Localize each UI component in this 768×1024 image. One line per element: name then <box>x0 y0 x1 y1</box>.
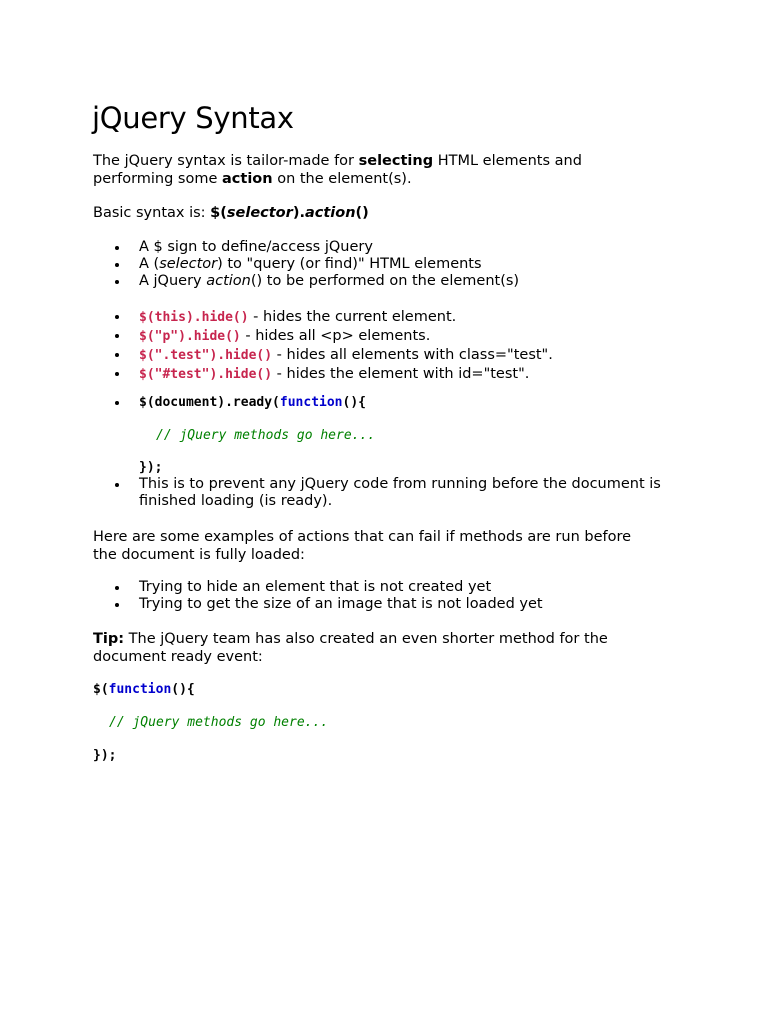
list-item-italic: action <box>206 273 251 289</box>
bullet-icon <box>115 334 119 338</box>
intro-bold-selecting: selecting <box>358 153 434 169</box>
intro-text-2: HTML elements and performing some <box>93 153 582 187</box>
list-item-text: A ( <box>139 256 160 272</box>
doc-ready-open <box>139 395 366 410</box>
list-item <box>93 596 673 613</box>
basic-syntax-label: Basic syntax is: <box>93 205 211 221</box>
bullet-icon <box>115 483 119 487</box>
short-ready-close: }); <box>93 748 117 763</box>
list-item-text: () to be performed on the element(s) <box>250 273 520 289</box>
bullet-icon <box>115 586 119 590</box>
list-item-text: A $ sign to define/access jQuery <box>139 239 373 255</box>
formula-selector: selector <box>226 205 293 221</box>
doc-ready-close: }); <box>139 460 163 475</box>
code-text: $(document).ready( <box>139 395 280 410</box>
example-desc: - hides all <p> elements. <box>240 328 431 344</box>
bullet-icon <box>115 280 119 284</box>
example-code: $("#test").hide() <box>139 367 273 382</box>
formula-pre: $( <box>210 205 227 221</box>
short-ready-open <box>93 681 195 698</box>
example-desc: - hides the element with id="test". <box>272 366 530 382</box>
intro-text-1: The jQuery syntax is tailor-made for <box>93 153 359 169</box>
list-item-italic: selector <box>159 256 218 272</box>
list-item <box>93 365 673 384</box>
formula-post: () <box>355 205 369 221</box>
syntax-points-list <box>93 239 673 290</box>
formula-mid: ). <box>292 205 305 221</box>
tip-text: The jQuery team has also created an even shorter method for the document ready event: <box>93 631 608 665</box>
example-desc: - hides all elements with class="test". <box>272 347 553 363</box>
list-item <box>93 327 673 346</box>
bullet-icon <box>115 353 119 357</box>
list-item-text: A jQuery <box>139 273 207 289</box>
intro-paragraph <box>93 152 653 188</box>
list-item-text: Trying to get the size of an image that is not loaded yet <box>139 596 543 612</box>
list-item <box>93 476 673 510</box>
examples-list <box>93 308 673 384</box>
bullet-icon <box>115 372 119 376</box>
page-title: jQuery Syntax <box>92 101 294 135</box>
bullet-icon <box>115 246 119 250</box>
tip-paragraph <box>93 630 653 666</box>
list-item <box>93 579 673 596</box>
example-code: $("p").hide() <box>139 329 241 344</box>
list-item <box>93 394 673 411</box>
example-code: $(this).hide() <box>139 310 249 325</box>
code-keyword: function <box>279 395 343 410</box>
tip-label: Tip: <box>93 631 125 647</box>
doc-ready-list <box>93 394 673 411</box>
example-desc: - hides the current element. <box>248 309 457 325</box>
basic-syntax-formula <box>210 205 369 221</box>
fail-items-list <box>93 579 673 613</box>
example-code: $(".test").hide() <box>139 348 273 363</box>
bullet-icon <box>115 315 119 319</box>
list-item <box>93 239 673 256</box>
bullet-icon <box>115 401 119 405</box>
formula-action: action <box>304 205 356 221</box>
fail-intro-paragraph: Here are some examples of actions that can fail if methods are run before the document is fully loaded: <box>93 529 632 563</box>
list-item <box>93 256 673 273</box>
list-item-text: Trying to hide an element that is not created yet <box>139 579 492 595</box>
bullet-icon <box>115 603 119 607</box>
bullet-icon <box>115 263 119 267</box>
list-item-text: ) to "query (or find)" HTML elements <box>217 256 482 272</box>
basic-syntax-line <box>93 204 653 222</box>
list-item <box>93 346 673 365</box>
list-item <box>93 308 673 327</box>
doc-ready-explanation: This is to prevent any jQuery code from running before the document is finished loading (is ready). <box>139 476 661 509</box>
code-text: (){ <box>171 682 195 697</box>
intro-text-3: on the element(s). <box>272 171 412 187</box>
doc-ready-comment: // jQuery methods go here... <box>156 428 376 443</box>
intro-bold-action: action <box>222 171 273 187</box>
code-text: (){ <box>342 395 366 410</box>
short-ready-comment: // jQuery methods go here... <box>109 715 329 730</box>
code-text: $( <box>93 682 109 697</box>
list-item <box>93 273 673 290</box>
code-keyword: function <box>108 682 172 697</box>
doc-ready-explain-list <box>93 476 673 510</box>
